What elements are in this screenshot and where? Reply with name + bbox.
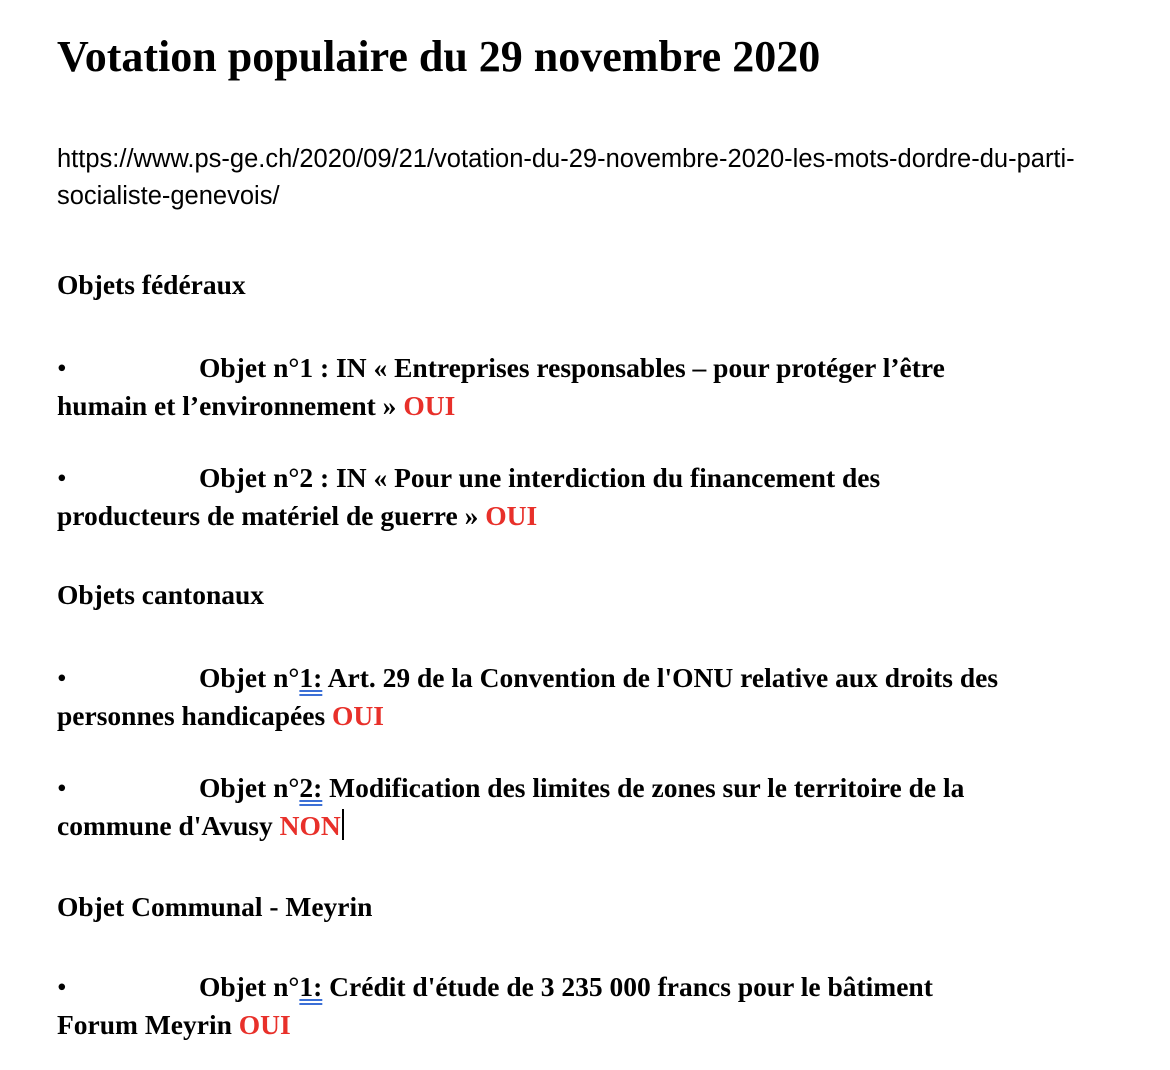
- item-number-spellcheck[interactable]: 1:: [299, 662, 323, 693]
- item-number-spellcheck[interactable]: 1:: [299, 971, 323, 1002]
- source-url: https://www.ps-ge.ch/2020/09/21/votation-du-29-novembre-2020-les-mots-dordre-du-parti-socialiste-genevois/: [57, 145, 1075, 210]
- list-item-cantonal-1: [57, 659, 1147, 735]
- document-title: Votation populaire du 29 novembre 2020: [57, 32, 821, 81]
- item-label-continued: personnes handicapées: [57, 700, 333, 731]
- item-label: Modification des limites de zones sur le territoire de la: [322, 772, 965, 803]
- vote-badge: OUI: [238, 1009, 291, 1040]
- section-heading-communal: Objet Communal - Meyrin: [57, 891, 373, 922]
- vote-badge: OUI: [403, 390, 456, 421]
- bullet: •: [57, 772, 67, 803]
- item-number-spellcheck[interactable]: 2:: [299, 772, 323, 803]
- vote-badge: OUI: [332, 700, 384, 731]
- item-label-continued: producteurs de matériel de guerre »: [57, 500, 486, 531]
- bullet: •: [57, 971, 67, 1002]
- section-heading-cantonal: Objets cantonaux: [57, 579, 265, 610]
- bullet: •: [57, 462, 67, 493]
- vote-badge: OUI: [485, 500, 538, 531]
- item-label-continued: humain et l’environnement »: [57, 390, 404, 421]
- bullet: •: [57, 352, 67, 383]
- section-heading-federal: Objets fédéraux: [57, 269, 246, 300]
- item-label-continued: commune d'Avusy: [57, 810, 280, 841]
- item-label-continued: Forum Meyrin: [57, 1009, 239, 1040]
- item-label: Objet n°1 : IN « Entreprises responsables – pour protéger l’être: [199, 352, 945, 383]
- vote-badge: NON: [279, 810, 341, 841]
- item-label: Art. 29 de la Convention de l'ONU relative aux droits des: [322, 662, 999, 693]
- item-label: Objet n°2 : IN « Pour une interdiction du financement des: [199, 462, 881, 493]
- list-item-communal-1: [57, 968, 1147, 1044]
- list-item-cantonal-2: [57, 769, 1147, 845]
- item-prefix: Objet n°: [199, 662, 300, 693]
- text-cursor: [342, 809, 344, 840]
- item-prefix: Objet n°: [199, 772, 300, 803]
- bullet: •: [57, 662, 67, 693]
- item-label: Crédit d'étude de 3 235 000 francs pour le bâtiment: [322, 971, 933, 1002]
- list-item-federal-1: [57, 349, 1147, 425]
- list-item-federal-2: [57, 459, 1147, 535]
- item-prefix: Objet n°: [199, 971, 300, 1002]
